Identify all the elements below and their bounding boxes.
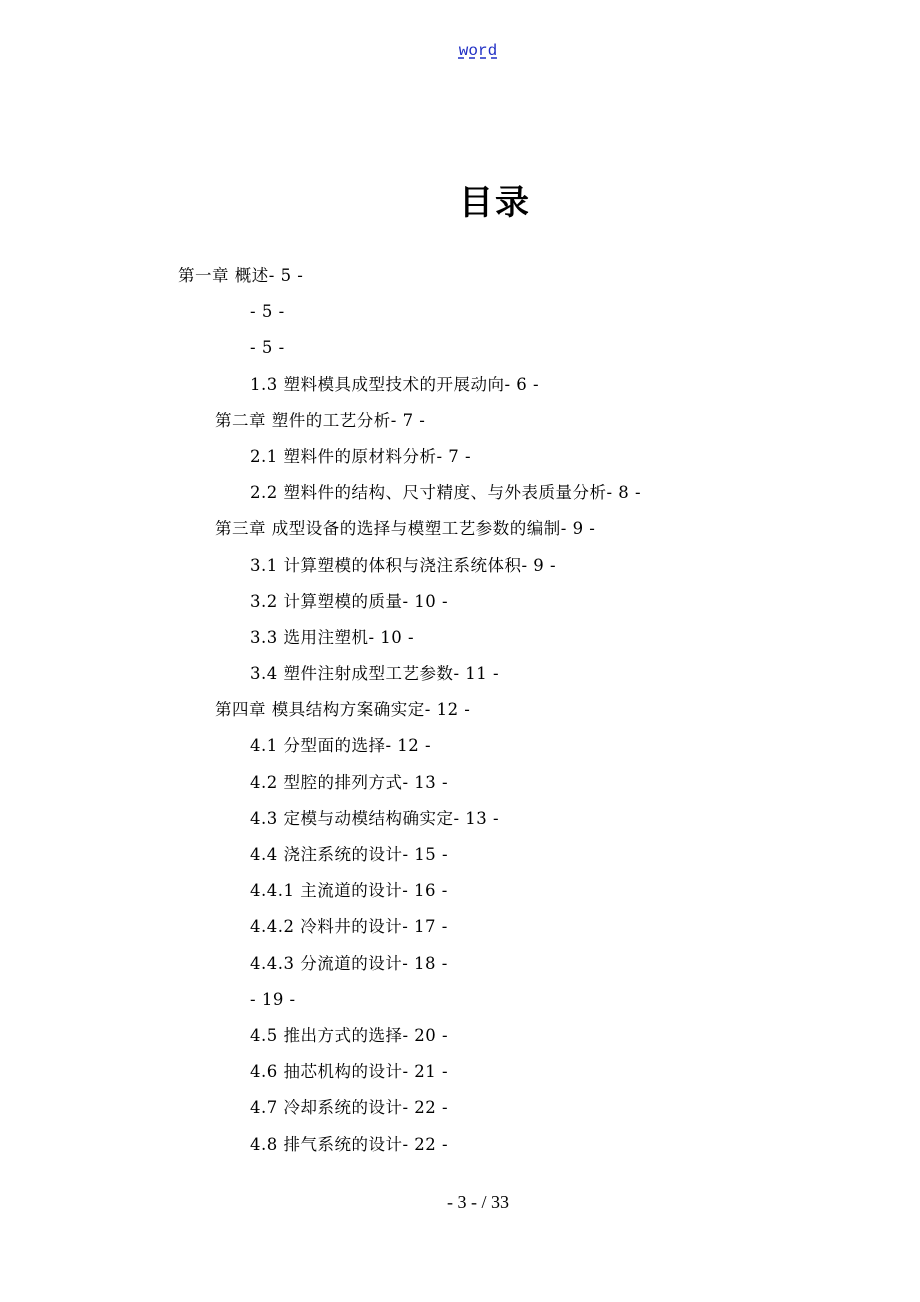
toc-entry-text: 第三章 成型设备的选择与模塑工艺参数的编制- 9 - <box>215 519 596 539</box>
toc-entry[interactable] <box>0 262 920 298</box>
table-of-contents <box>0 262 920 1167</box>
toc-entry[interactable] <box>0 950 920 986</box>
toc-entry[interactable] <box>0 913 920 949</box>
toc-entry-text: 3.2 计算塑模的质量- 10 - <box>250 591 449 611</box>
toc-entry[interactable] <box>0 624 920 660</box>
toc-entry[interactable] <box>0 696 920 732</box>
toc-entry-text: 4.5 推出方式的选择- 20 - <box>250 1025 449 1045</box>
toc-entry[interactable] <box>0 588 920 624</box>
toc-entry-text: 4.7 冷却系统的设计- 22 - <box>250 1098 449 1118</box>
toc-entry-text: 3.3 选用注塑机- 10 - <box>250 627 415 647</box>
toc-entry[interactable] <box>0 479 920 515</box>
toc-entry-text: 4.3 定模与动模结构确实定- 13 - <box>250 808 500 828</box>
toc-entry-text: - 5 - <box>250 338 285 358</box>
toc-entry-text: 4.2 型腔的排列方式- 13 - <box>250 772 449 792</box>
toc-entry-text: 2.1 塑料件的原材料分析- 7 - <box>250 446 472 466</box>
toc-entry-text: 4.8 排气系统的设计- 22 - <box>250 1134 449 1154</box>
toc-entry-text: 4.1 分型面的选择- 12 - <box>250 736 432 756</box>
header-link-container <box>0 40 920 62</box>
toc-entry[interactable] <box>0 515 920 551</box>
word-link[interactable]: word <box>458 42 498 60</box>
toc-entry-text: - 5 - <box>250 302 285 322</box>
toc-entry-text: 4.4 浇注系统的设计- 15 - <box>250 845 449 864</box>
toc-entry[interactable] <box>0 1058 920 1094</box>
toc-entry[interactable] <box>0 407 920 443</box>
toc-entry-text: 4.4.2 冷料井的设计- 17 - <box>250 917 448 937</box>
toc-title: 目录 <box>459 183 531 223</box>
toc-entry[interactable] <box>0 298 920 334</box>
toc-entry[interactable] <box>0 660 920 696</box>
toc-entry-text: 第一章 概述- 5 - <box>178 266 304 285</box>
toc-entry[interactable] <box>0 986 920 1022</box>
toc-entry[interactable] <box>0 1094 920 1130</box>
toc-entry[interactable] <box>0 769 920 805</box>
toc-entry-text: 3.4 塑件注射成型工艺参数- 11 - <box>250 664 500 684</box>
toc-entry-text: 4.6 抽芯机构的设计- 21 - <box>250 1062 449 1082</box>
toc-entry[interactable] <box>0 805 920 841</box>
toc-entry-text: 4.4.1 主流道的设计- 16 - <box>250 881 448 901</box>
toc-entry[interactable] <box>0 1131 920 1167</box>
toc-entry[interactable] <box>0 334 920 370</box>
toc-entry[interactable] <box>0 732 920 768</box>
toc-entry-text: 4.4.3 分流道的设计- 18 - <box>250 953 448 973</box>
toc-entry[interactable] <box>0 552 920 588</box>
toc-entry-text: 2.2 塑料件的结构、尺寸精度、与外表质量分析- 8 - <box>250 483 642 503</box>
toc-entry[interactable] <box>0 443 920 479</box>
toc-entry[interactable] <box>0 877 920 913</box>
toc-entry-text: 3.1 计算塑模的体积与浇注系统体积- 9 - <box>250 555 557 575</box>
toc-entry-text: 1.3 塑料模具成型技术的开展动向- 6 - <box>250 374 540 394</box>
toc-entry[interactable] <box>0 1022 920 1058</box>
toc-entry[interactable] <box>0 371 920 407</box>
toc-entry-text: - 19 - <box>250 989 296 1009</box>
toc-entry-text: 第四章 模具结构方案确实定- 12 - <box>215 700 471 720</box>
toc-entry-text: 第二章 塑件的工艺分析- 7 - <box>215 410 426 430</box>
page-number: - 3 - / 33 <box>447 1192 509 1212</box>
toc-entry[interactable] <box>0 841 920 877</box>
